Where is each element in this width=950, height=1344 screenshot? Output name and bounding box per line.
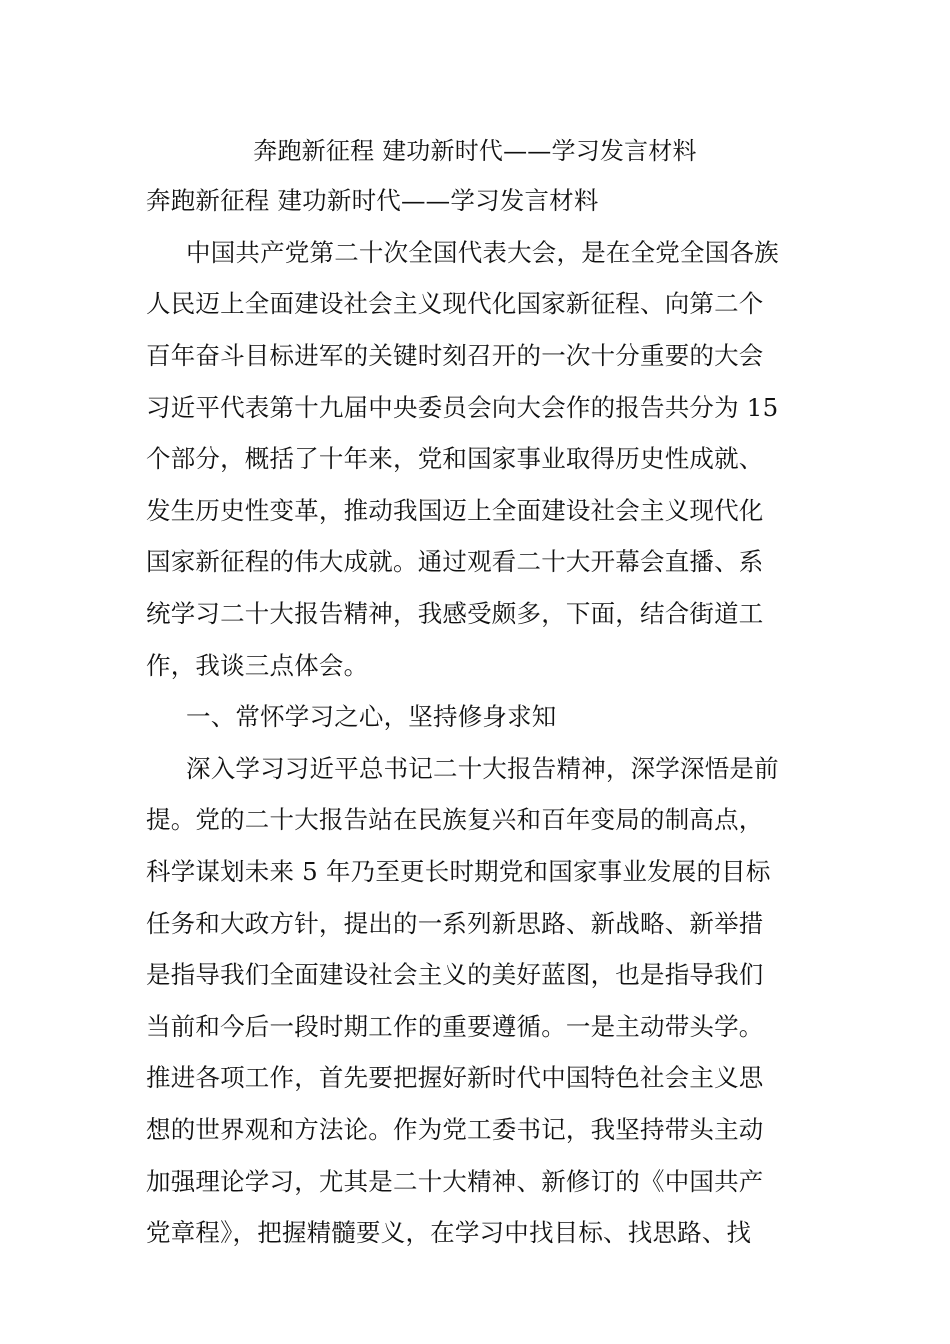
paragraph-line: 推进各项工作，首先要把握好新时代中国特色社会主义思 — [146, 1063, 764, 1092]
paragraph-line: 加强理论学习，尤其是二十大精神、新修订的《中国共产 — [146, 1167, 764, 1196]
paragraph-line: 习近平代表第十九届中央委员会向大会作的报告共分为 15 — [146, 393, 779, 422]
paragraph-line: 深入学习习近平总书记二十大报告精神，深学深悟是前 — [186, 754, 779, 783]
section-heading: 一、常怀学习之心，坚持修身求知 — [186, 702, 557, 731]
paragraph-line: 科学谋划未来 5 年乃至更长时期党和国家事业发展的目标 — [146, 857, 771, 886]
paragraph-line: 党章程》，把握精髓要义，在学习中找目标、找思路、找 — [146, 1218, 752, 1247]
paragraph-line: 个部分，概括了十年来，党和国家事业取得历史性成就、 — [146, 444, 764, 473]
document-title-line: 奔跑新征程 建功新时代——学习发言材料 — [146, 186, 599, 215]
paragraph-line: 百年奋斗目标进军的关键时刻召开的一次十分重要的大会 — [146, 341, 764, 370]
paragraph-line: 任务和大政方针，提出的一系列新思路、新战略、新举措 — [146, 909, 764, 938]
paragraph-line: 作，我谈三点体会。 — [146, 651, 369, 680]
paragraph-line: 提。党的二十大报告站在民族复兴和百年变局的制高点， — [146, 805, 764, 834]
paragraph-line: 发生历史性变革，推动我国迈上全面建设社会主义现代化 — [146, 496, 764, 525]
document-title-centered: 奔跑新征程 建功新时代——学习发言材料 — [253, 137, 697, 165]
paragraph-line: 人民迈上全面建设社会主义现代化国家新征程、向第二个 — [146, 289, 764, 318]
paragraph-line: 统学习二十大报告精神，我感受颇多，下面，结合街道工 — [146, 599, 764, 628]
paragraph-line: 国家新征程的伟大成就。通过观看二十大开幕会直播、系 — [146, 547, 764, 576]
paragraph-line: 是指导我们全面建设社会主义的美好蓝图，也是指导我们 — [146, 960, 764, 989]
paragraph-line: 中国共产党第二十次全国代表大会，是在全党全国各族 — [186, 238, 779, 267]
paragraph-line: 想的世界观和方法论。作为党工委书记，我坚持带头主动 — [146, 1115, 764, 1144]
paragraph-line: 当前和今后一段时期工作的重要遵循。一是主动带头学。 — [146, 1012, 764, 1041]
